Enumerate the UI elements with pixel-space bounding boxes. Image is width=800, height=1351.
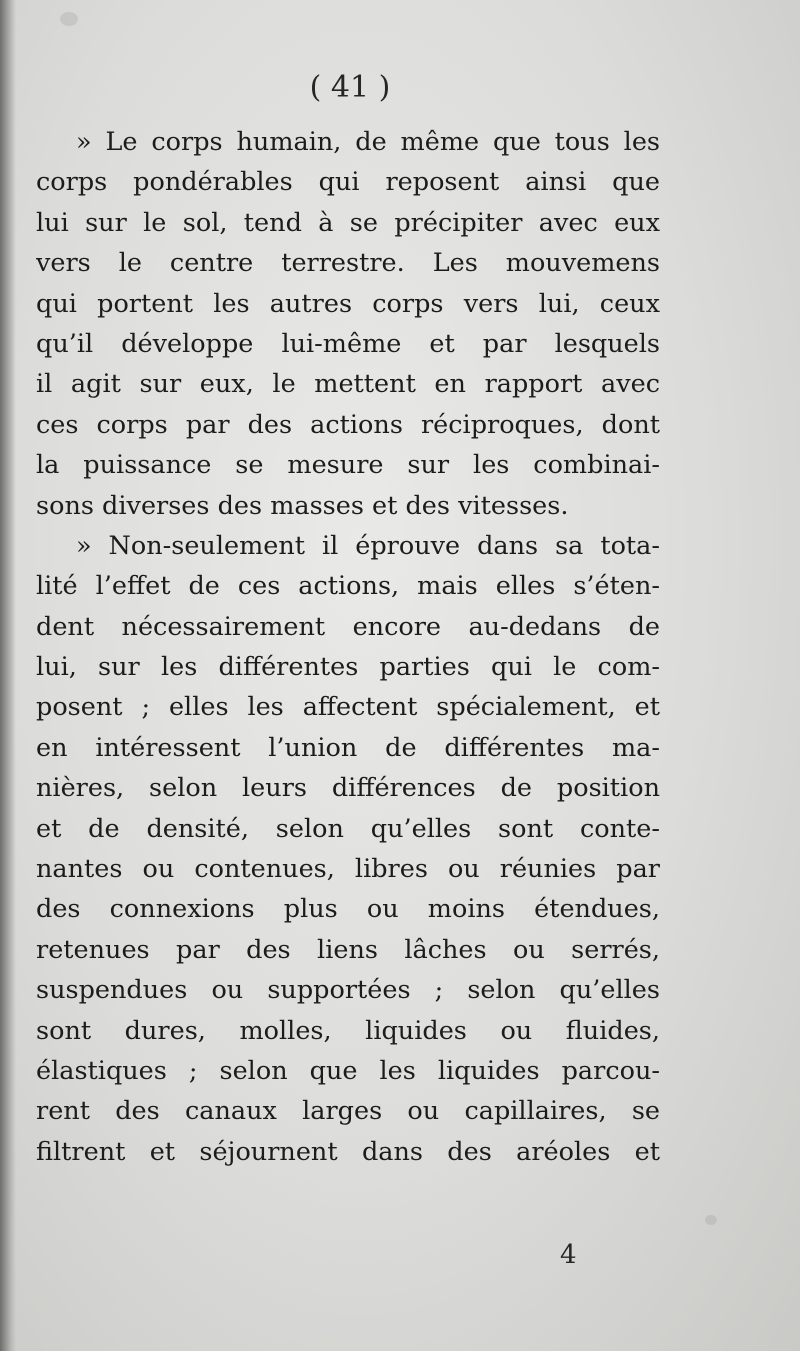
text-line: » Non-seulement il éprouve dans sa tota- [76,530,660,561]
text-line: en intéressent l’union de différentes ma- [36,732,660,763]
text-line: rent des canaux larges ou capillaires, se [36,1096,660,1127]
text-line: ces corps par des actions réciproques, dont [36,409,660,440]
text-line: qui portent les autres corps vers lui, ceux [36,288,660,319]
text-line: lui, sur les différentes parties qui le com- [36,652,660,683]
text-line: il agit sur eux, le mettent en rapport avec [36,369,660,400]
text-line: corps pondérables qui reposent ainsi que [36,167,660,198]
text-line: » Le corps humain, de même que tous les [76,127,660,157]
text-line: dent nécessairement encore au-dedans de [36,611,660,642]
text-line: filtrent et séjournent dans des aréoles et [36,1136,660,1167]
text-line: nantes ou contenues, libres ou réunies par [36,854,660,885]
text-line: sont dures, molles, liquides ou fluides, [36,1015,660,1046]
text-line: lui sur le sol, tend à se précipiter avec eux [36,207,660,238]
text-line: la puissance se mesure sur les combinai- [36,450,660,481]
signature-mark: 4 [560,1240,577,1270]
body-text [36,122,660,1172]
text-line: élastiques ; selon que les liquides parcou- [36,1055,660,1086]
text-line: retenues par des liens lâches ou serrés, [36,934,660,965]
text-line: et de densité, selon qu’elles sont conte- [36,813,660,844]
text-line: posent ; elles les affectent spécialement, et [36,692,660,723]
text-line: nières, selon leurs différences de position [36,773,660,804]
text-line: sons diverses des masses et des vitesses. [36,490,569,521]
page-number: ( 41 ) [309,70,391,105]
text-line: lité l’effet de ces actions, mais elles s’éten- [36,571,660,602]
text-line: des connexions plus ou moins étendues, [36,894,660,925]
text-line: qu’il développe lui-même et par lesquels [36,328,660,359]
paper-stain [60,12,78,26]
text-line: vers le centre terrestre. Les mouvemens [36,248,660,279]
text-line: suspendues ou supportées ; selon qu’elles [36,975,660,1006]
page-edge-shadow [0,0,16,1351]
paper-stain [705,1215,717,1225]
